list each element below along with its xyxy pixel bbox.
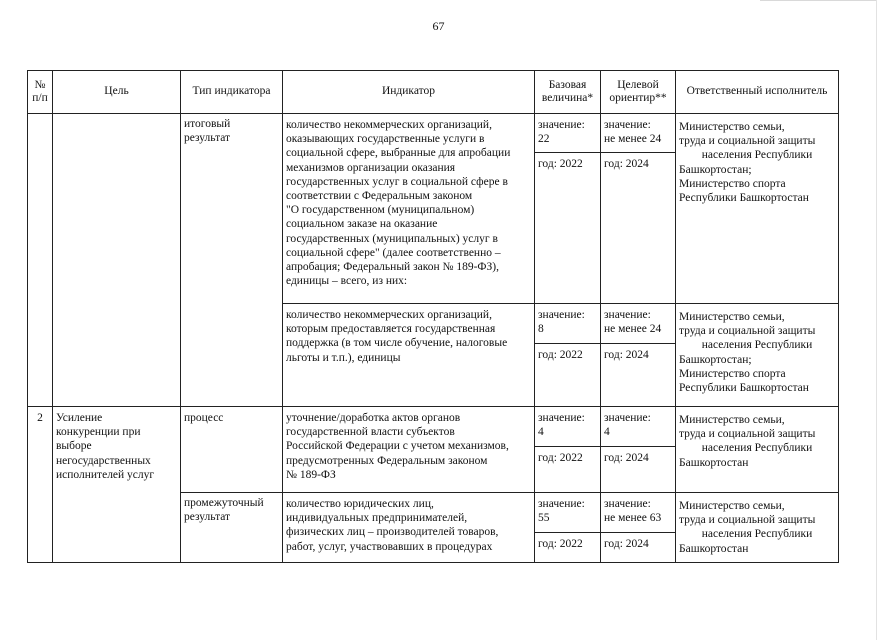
text-line: результат	[184, 511, 231, 524]
row1-sub-indicator	[282, 303, 534, 406]
row2-target-year: год: 2024	[600, 446, 675, 492]
text-line: не менее 24	[604, 323, 662, 336]
text-line: предусмотренных Федеральным законом	[286, 454, 488, 467]
text-line: социальной сфере" (далее соответственно –	[286, 246, 501, 259]
header-indicator: Индикатор	[282, 70, 534, 113]
text-line: уточнение/доработка актов органов	[286, 412, 461, 424]
text-line: Башкортостан;	[679, 353, 752, 366]
text-line: Министерство семьи,	[679, 500, 785, 512]
text-line: Российской Федерации с учетом механизмов,	[286, 440, 509, 453]
text-line: оказывающих государственные услуги в	[286, 133, 485, 146]
text-line: социальном заказе на оказание	[286, 218, 438, 231]
text-line: значение:	[538, 412, 585, 424]
row2-sub-indicator	[282, 492, 534, 563]
row1-num	[27, 113, 52, 406]
text-line: Министерство семьи,	[679, 311, 785, 323]
header-executor: Ответственный исполнитель	[675, 70, 839, 113]
header-base	[534, 70, 600, 113]
text-line: промежуточный	[184, 497, 264, 509]
text-line: которым предоставляется государственная	[286, 323, 496, 336]
header-num	[27, 70, 52, 113]
text-line: Министерство семьи,	[679, 121, 785, 133]
row2-num: 2	[27, 406, 52, 563]
text-line: №	[34, 78, 46, 91]
text-line: Усиление	[56, 412, 103, 424]
text-line: населения Республики	[701, 528, 813, 541]
text-line: значение:	[538, 309, 585, 321]
text-line: льготы и т.п.), единицы	[286, 351, 401, 364]
text-line: количество юридических лиц,	[286, 498, 434, 510]
row1-goal	[52, 113, 180, 406]
text-line: труда и социальной защиты	[679, 325, 816, 338]
text-line: не менее 24	[604, 133, 662, 146]
row2-target-value	[600, 406, 675, 446]
text-line: негосударственных	[56, 454, 151, 467]
row1-target-year: год: 2024	[600, 152, 675, 303]
scan-edge-top	[760, 0, 877, 1]
header-goal: Цель	[52, 70, 180, 113]
text-line: значение:	[604, 412, 651, 424]
text-line: "О государственном (муниципальном)	[286, 204, 475, 217]
text-line: Республики Башкортостан	[679, 382, 809, 395]
row1-sub-target-value	[600, 303, 675, 343]
text-line: населения Республики	[701, 442, 813, 455]
text-line: ориентир**	[609, 92, 667, 104]
text-line: значение:	[604, 309, 651, 321]
row2-sub-target-year: год: 2024	[600, 532, 675, 563]
text-line: труда и социальной защиты	[679, 135, 816, 148]
row2-sub-executor	[675, 492, 839, 563]
text-line: исполнителей услуг	[56, 468, 155, 481]
text-line: государственной власти субъектов	[286, 426, 455, 439]
row2-indicator	[282, 406, 534, 492]
text-line: физических лиц – производителей товаров,	[286, 526, 499, 539]
table-bottom-rule	[27, 562, 180, 563]
page-number: 67	[432, 19, 445, 33]
text-line: Министерство спорта	[679, 177, 786, 190]
text-line: количество некоммерческих организаций,	[286, 309, 492, 321]
row2-sub-target-value	[600, 492, 675, 532]
text-line: труда и социальной защиты	[679, 514, 816, 527]
text-line: количество некоммерческих организаций,	[286, 119, 492, 131]
text-line: Министерство семьи,	[679, 414, 785, 426]
row1-indicator	[282, 113, 534, 303]
text-line: государственных (муниципальных) услуг в	[286, 232, 498, 245]
row2-sub-type	[180, 492, 282, 563]
text-line: соответствии с Федеральным законом	[286, 190, 473, 203]
text-line: 55	[538, 512, 550, 525]
text-line: государственных услуг в социальной сфере в	[286, 175, 508, 188]
text-line: Башкортостан	[679, 542, 749, 555]
text-line: Башкортостан;	[679, 163, 752, 176]
text-line: выборе	[56, 440, 92, 453]
row1-sub-target-year: год: 2024	[600, 343, 675, 406]
text-line: итоговый	[184, 118, 231, 130]
text-line: социальной сфере, выбранные для апробации	[286, 147, 511, 160]
text-line: Целевой	[617, 78, 659, 91]
text-line: № 189-ФЗ	[286, 468, 336, 481]
text-line: 22	[538, 133, 550, 146]
header-target	[600, 70, 675, 113]
text-line: населения Республики	[701, 149, 813, 162]
text-line: значение:	[604, 119, 651, 131]
text-line: механизмов организации оказания	[286, 161, 456, 174]
text-line: Базовая	[548, 78, 587, 91]
row1-base-year: год: 2022	[534, 152, 600, 303]
header-type: Тип индикатора	[180, 70, 282, 113]
text-line: Башкортостан	[679, 456, 749, 469]
row2-goal	[52, 406, 180, 563]
row1-executor	[675, 113, 839, 303]
text-line: значение:	[538, 498, 585, 510]
row2-executor	[675, 406, 839, 492]
text-line: работ, услуг, участвовавших в процедурах	[286, 540, 493, 553]
row1-sub-base-value	[534, 303, 600, 343]
row2-type: процесс	[180, 406, 282, 492]
text-line: значение:	[604, 498, 651, 510]
text-line: не менее 63	[604, 512, 662, 525]
row2-sub-base-value	[534, 492, 600, 532]
text-line: результат	[184, 132, 231, 145]
text-line: величина*	[541, 92, 594, 104]
row1-type	[180, 113, 282, 406]
text-line: 4	[604, 426, 610, 439]
row2-base-value	[534, 406, 600, 446]
row1-base-value	[534, 113, 600, 152]
text-line: конкуренции при	[56, 426, 141, 439]
row2-sub-base-year: год: 2022	[534, 532, 600, 563]
row1-sub-base-year: год: 2022	[534, 343, 600, 406]
row1-sub-executor	[675, 303, 839, 406]
text-line: индивидуальных предпринимателей,	[286, 512, 468, 525]
row1-target-value	[600, 113, 675, 152]
text-line: Республики Башкортостан	[679, 192, 809, 205]
text-line: п/п	[32, 92, 48, 104]
row2-base-year: год: 2022	[534, 446, 600, 492]
text-line: значение:	[538, 119, 585, 131]
text-line: труда и социальной защиты	[679, 428, 816, 441]
text-line: апробация; Федеральный закон № 189-ФЗ),	[286, 261, 499, 274]
text-line: населения Республики	[701, 339, 813, 352]
text-line: единицы – всего, из них:	[286, 275, 408, 288]
text-line: Министерство спорта	[679, 367, 786, 380]
text-line: 4	[538, 426, 544, 439]
text-line: поддержка (в том числе обучение, налоговые	[286, 337, 508, 350]
text-line: 8	[538, 323, 544, 336]
